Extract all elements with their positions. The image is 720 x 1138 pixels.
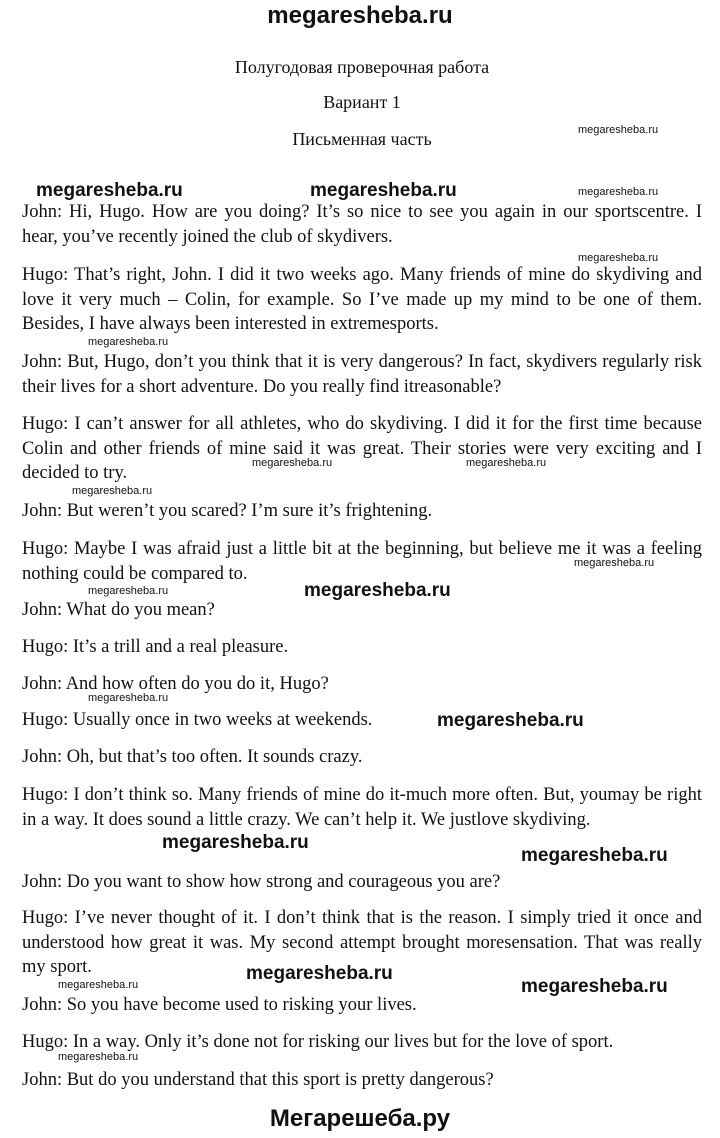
watermark: megaresheba.ru: [162, 832, 309, 853]
watermark: megaresheba.ru: [252, 457, 333, 469]
watermark: megaresheba.ru: [58, 1051, 139, 1063]
watermark: megaresheba.ru: [574, 557, 655, 569]
dialogue-line-john-9: John: But do you understand that this sport is pretty dangerous?: [22, 1070, 494, 1090]
dialogue-line-john-4: John: What do you mean?: [22, 600, 215, 620]
site-footer: Мегарешеба.ру: [269, 1105, 451, 1132]
dialogue-line-john-5: John: And how often do you do it, Hugo?: [22, 674, 329, 694]
watermark: megaresheba.ru: [437, 710, 584, 731]
site-header: megaresheba.ru: [267, 2, 453, 29]
dialogue-line-hugo-6: Hugo: I don’t think so. Many friends of mine do it-much more often. But, youmay be right in a way. It does sound a little crazy. We can’t help it. We justlove skydiving.: [22, 785, 702, 830]
dialogue-line-hugo-5: Hugo: Usually once in two weeks at weekends.: [22, 710, 373, 730]
dialogue-line-john-3: John: But weren’t you scared? I’m sure it’s frightening.: [22, 501, 433, 521]
watermark: megaresheba.ru: [88, 692, 169, 704]
watermark: megaresheba.ru: [578, 186, 659, 198]
dialogue-line-hugo-8: Hugo: In a way. Only it’s done not for risking our lives but for the love of sport.: [22, 1032, 614, 1052]
dialogue-line-hugo-7: Hugo: I’ve never thought of it. I don’t think that is the reason. I simply tried it once and understood how great it was. My second attempt brought moresensation. That was really my sport.: [22, 908, 702, 977]
watermark: megaresheba.ru: [304, 580, 451, 601]
variant-label: Вариант 1: [323, 92, 401, 112]
dialogue-line-hugo-3: Hugo: Maybe I was afraid just a little bit at the beginning, but believe me it was a feeling nothing could be compared to.: [22, 539, 702, 584]
watermark: megaresheba.ru: [88, 585, 169, 597]
watermark: megaresheba.ru: [246, 963, 393, 984]
watermark: megaresheba.ru: [521, 845, 668, 866]
watermark: megaresheba.ru: [310, 180, 457, 201]
section-label: Письменная часть: [292, 129, 432, 149]
watermark: megaresheba.ru: [72, 485, 153, 497]
watermark: megaresheba.ru: [88, 336, 169, 348]
dialogue-line-hugo-1: Hugo: That’s right, John. I did it two weeks ago. Many friends of mine do skydiving and love it very much – Colin, for example. So I’ve made up my mind to be one of them. Besides, I have always been interested in extremesports.: [22, 265, 702, 334]
dialogue-line-john-1: John: Hi, Hugo. How are you doing? It’s so nice to see you again in our sportscentre. I hear, you’ve recently joined the club of skydivers.: [22, 202, 702, 247]
worksheet-title: Полугодовая проверочная работа: [234, 57, 490, 77]
watermark: megaresheba.ru: [578, 124, 659, 136]
watermark: megaresheba.ru: [578, 252, 659, 264]
watermark: megaresheba.ru: [521, 976, 668, 997]
watermark: megaresheba.ru: [466, 457, 547, 469]
dialogue-line-hugo-4: Hugo: It’s a trill and a real pleasure.: [22, 637, 289, 657]
dialogue-line-john-8: John: So you have become used to risking your lives.: [22, 995, 417, 1015]
watermark: megaresheba.ru: [58, 979, 139, 991]
dialogue-line-john-7: John: Do you want to show how strong and courageous you are?: [22, 872, 501, 892]
watermark: megaresheba.ru: [36, 180, 183, 201]
dialogue-line-john-2: John: But, Hugo, don’t you think that it is very dangerous? In fact, skydivers regularly risk their lives for a short adventure. Do you really find itreasonable?: [22, 352, 702, 397]
dialogue-line-hugo-2: Hugo: I can’t answer for all athletes, who do skydiving. I did it for the first time because Colin and other friends of mine said it was great. Their stories were very exciting and I decided to try.: [22, 414, 702, 483]
dialogue-line-john-6: John: Oh, but that’s too often. It sounds crazy.: [22, 747, 363, 767]
